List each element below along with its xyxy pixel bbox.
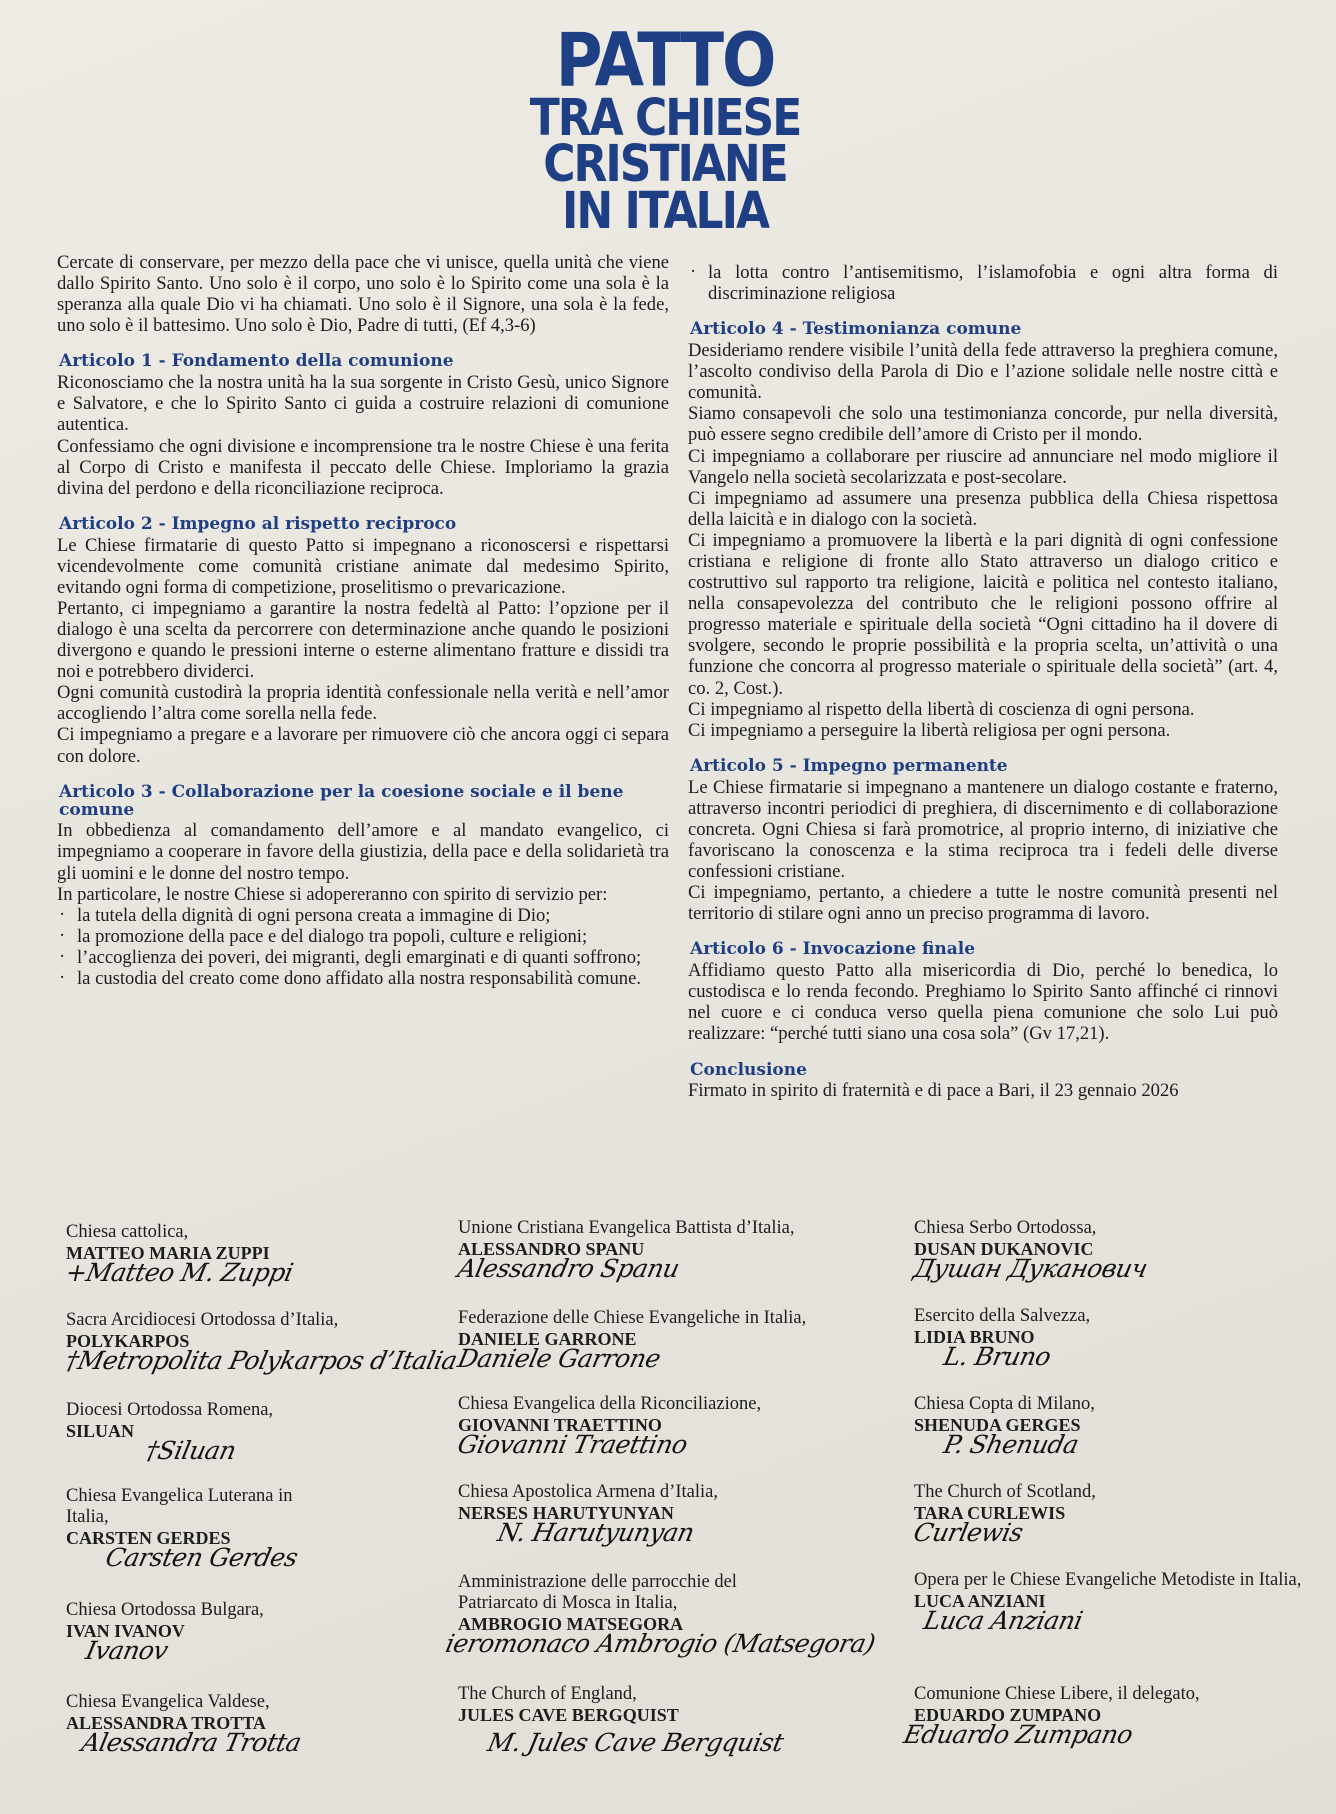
conclusion-text: Firmato in spirito di fraternità e di pace a Bari, il 23 gennaio 2026	[688, 1080, 1179, 1102]
intro-quote: Cercate di conservare, per mezzo della pace che vi unisce, quella unità che viene dallo Spirito Santo. Uno solo è il corpo, uno solo è lo Spirito come una sola è la speranza alla quale Dio vi ha chiamati. Uno solo è il Signore, una sola è la fede, uno solo è il battesimo. Uno solo è Dio, Padre di tutti, (Ef 4,3-6)	[57, 252, 669, 337]
title-line-2: TRA CHIESE	[529, 88, 801, 148]
article-5-paragraph: Le Chiese firmatarie si impegnano a mantenere un dialogo costante e fraterno, attraverso incontri periodici di preghiera, di discernimento e di collaborazione concreta. Ogni Chiesa si farà promotrice, al proprio interno, di iniziative che favoriscano la conoscenza e la stima reciproca tra i fedeli delle diverse confessioni cristiane.	[688, 776, 1278, 883]
handwritten-signature: Daniele Garrone	[455, 1344, 664, 1374]
list-item: · l’accoglienza dei poveri, dei migranti, degli emarginati e di quanti soffrono;	[57, 947, 669, 968]
signatory-block	[914, 1570, 1314, 1635]
list-item: · la tutela della dignità di ogni persona creata a immagine di Dio;	[57, 905, 669, 926]
right-column	[688, 262, 1278, 1101]
article-4-heading: Articolo 4 - Testimonianza comune	[690, 319, 1022, 340]
article-5-heading: Articolo 5 - Impegno permanente	[690, 755, 1008, 776]
article-4-paragraph: Ci impegniamo al rispetto della libertà di coscienza di ogni persona.	[688, 698, 1195, 720]
signatory-block	[458, 1684, 858, 1757]
handwritten-signature: Alessandra Trotta	[79, 1728, 304, 1758]
signatory-name: IVAN IVANOV	[66, 1620, 185, 1641]
signatory-name: SILUAN	[66, 1420, 135, 1441]
handwritten-signature: +Matteo M. Zuppi	[63, 1258, 296, 1288]
title-line-4: IN ITALIA	[562, 181, 768, 241]
signatory-church: The Church of Scotland,	[914, 1482, 1096, 1502]
signatory-block	[63, 1310, 460, 1376]
signatory-name: TARA CURLEWIS	[914, 1502, 1066, 1523]
article-1-paragraph: Riconosciamo che la nostra unità ha la sua sorgente in Cristo Gesù, unico Signore e Salvatore, e che lo Spirito Santo ci guida a costruire relazioni di comunione autentica.	[57, 372, 669, 436]
article-3-paragraph: In obbedienza al comandamento dell’amore e al mandato evangelico, ci impegniamo a cooperare in favore della giustizia, della pace e della solidarietà tra gli uomini e le donne del nostro tempo.	[57, 820, 669, 884]
list-item: · la promozione della pace e del dialogo tra popoli, culture e religioni;	[57, 926, 669, 947]
article-4-paragraph: Desideriamo rendere visibile l’unità della fede attraverso la preghiera comune, l’ascolto condiviso della Parola di Dio e l’azione solidale nelle nostre città e comunità.	[688, 340, 1278, 404]
signatory-block	[455, 1218, 858, 1284]
article-3-heading: Articolo 3 - Collaborazione per la coesione sociale e il bene comune	[59, 781, 624, 820]
signatory-block	[901, 1684, 1314, 1750]
signatory-name: ALESSANDRA TROTTA	[66, 1712, 266, 1733]
handwritten-signature: †Metropolita Polykarpos d’Italia	[63, 1346, 460, 1376]
article-1-heading: Articolo 1 - Fondamento della comunione	[59, 351, 454, 372]
list-item: · la lotta contro l’antisemitismo, l’islamofobia e ogni altra forma di discriminazione religiosa	[688, 262, 1278, 304]
signatory-church: Chiesa Apostolica Armena d’Italia,	[458, 1482, 718, 1502]
handwritten-signature: ieromonaco Ambrogio (Matsegora)	[443, 1629, 878, 1659]
signatory-name: AMBROGIO MATSEGORA	[458, 1613, 684, 1634]
article-2-paragraph: Ci impegniamo a pregare e a lavorare per rimuovere ciò che ancora oggi ci separa con dolore.	[57, 724, 669, 767]
signatory-name: GIOVANNI TRAETTINO	[458, 1414, 662, 1435]
article-3-paragraph: In particolare, le nostre Chiese si adopereranno con spirito di servizio per:	[57, 883, 608, 905]
title-line-3: CRISTIANE	[543, 135, 787, 194]
signatory-block	[66, 1486, 316, 1572]
article-3-list	[57, 905, 669, 989]
handwritten-signature: L. Bruno	[941, 1342, 1054, 1372]
signatory-church: Chiesa Ortodossa Bulgara,	[66, 1600, 264, 1620]
signatory-church: Federazione delle Chiese Evangeliche in Italia,	[458, 1308, 807, 1328]
signatory-name: EDUARDO ZUMPANO	[914, 1704, 1102, 1725]
signatory-block	[911, 1482, 1314, 1548]
handwritten-signature: Ivanov	[83, 1636, 171, 1666]
signatory-name: DUSAN DUKANOVIC	[914, 1238, 1094, 1259]
list-item: · la custodia del creato come dono affidato alla nostra responsabilità comune.	[57, 968, 669, 989]
signatory-name: MATTEO MARIA ZUPPI	[66, 1242, 270, 1263]
signatory-church: Sacra Arcidiocesi Ortodossa d’Italia,	[66, 1310, 339, 1330]
signatory-block	[455, 1308, 858, 1374]
article-4-paragraph: Ci impegniamo a collaborare per riuscire ad annunciare nel modo migliore il Vangelo nella società secolarizzata e post-secolare.	[688, 445, 1278, 488]
signatory-church: Amministrazione delle parrocchie del Patriarcato di Mosca in Italia,	[458, 1572, 737, 1613]
article-2-paragraph: Le Chiese firmatarie di questo Patto si impegnano a riconoscersi e rispettarsi vicendevolmente come comunità cristiane animate dal medesimo Spirito, evitando ogni forma di competizione, proselitismo o prevaricazione.	[57, 534, 669, 598]
signatory-church: Comunione Chiese Libere, il delegato,	[914, 1684, 1200, 1704]
title-line-1: PATTO	[555, 18, 775, 104]
signatory-name: JULES CAVE BERGQUIST	[458, 1704, 679, 1725]
article-4-paragraph: Ci impegniamo a promuovere la libertà e la pari dignità di ogni confessione cristiana e religione di fronte allo Stato attraverso un dialogo critico e costruttivo sul rapporto tra religione, laicità e politica nel contesto italiano, nella consapevolezza del contributo che le religioni possono offrire al progresso materiale e spirituale della società “Ogni cittadino ha il dovere di svolgere, secondo le proprie possibilità e la propria scelta, un’attività o una funzione che concorra al progresso materiale o spirituale della società” (art. 4, co. 2, Cost.).	[688, 529, 1278, 699]
signatory-church: The Church of England,	[458, 1684, 637, 1704]
handwritten-signature: M. Jules Cave Bergquist	[485, 1728, 786, 1758]
signatory-block	[914, 1394, 1314, 1459]
signatory-church: Opera per le Chiese Evangeliche Metodiste in Italia,	[914, 1570, 1302, 1590]
article-2-paragraph: Pertanto, ci impegniamo a garantire la nostra fedeltà al Patto: l’opzione per il dialogo è una scelta da percorrere con determinazione anche quando le posizioni divergono e quando le pressioni interne o esterne alimentano fratture e dissidi tra noi e potrebbero dividerci.	[57, 597, 669, 683]
handwritten-signature: Curlewis	[911, 1518, 1026, 1548]
article-4-paragraph: Ci impegniamo a perseguire la libertà religiosa per ogni persona.	[688, 719, 1171, 741]
signatory-church: Esercito della Salvezza,	[914, 1306, 1091, 1326]
handwritten-signature: Alessandro Spanu	[455, 1254, 682, 1284]
handwritten-signature: Eduardo Zumpano	[901, 1720, 1136, 1750]
signatory-block	[455, 1394, 858, 1460]
signatory-block	[458, 1482, 858, 1547]
article-4-paragraph: Siamo consapevoli che solo una testimonianza concorde, pur nella diversità, può essere segno credibile dell’amore di Cristo per il mondo.	[688, 403, 1278, 446]
article-2-paragraph: Ogni comunità custodirà la propria identità confessionale nella verità e nell’amor accogliendo l’altra come sorella nella fede.	[57, 682, 669, 725]
signatory-name: POLYKARPOS	[66, 1330, 190, 1351]
signatory-church: Unione Cristiana Evangelica Battista d’Italia,	[458, 1218, 795, 1238]
signatory-church: Chiesa Evangelica della Riconciliazione,	[458, 1394, 762, 1414]
signatory-block	[443, 1572, 878, 1659]
signatory-block	[66, 1692, 446, 1757]
signatory-name: DANIELE GARRONE	[458, 1328, 637, 1349]
handwritten-signature: N. Harutyunyan	[495, 1518, 697, 1548]
signatory-name: LIDIA BRUNO	[914, 1326, 1035, 1347]
signatory-church: Diocesi Ortodossa Romena,	[66, 1400, 274, 1420]
document-title	[300, 18, 1030, 241]
signatory-block	[66, 1400, 446, 1465]
signatory-block	[66, 1600, 446, 1665]
signatories-section	[0, 1218, 1336, 1808]
signatory-block	[63, 1222, 446, 1288]
signatory-name: NERSES HARUTYUNYAN	[458, 1502, 674, 1523]
handwritten-signature: Carsten Gerdes	[103, 1543, 301, 1573]
handwritten-signature: P. Shenuda	[941, 1430, 1082, 1460]
article-6-heading: Articolo 6 - Invocazione finale	[690, 939, 976, 960]
signatory-church: Chiesa Serbo Ortodossa,	[914, 1218, 1097, 1238]
left-column	[57, 252, 669, 989]
signatory-church: Chiesa Copta di Milano,	[914, 1394, 1095, 1414]
article-1-paragraph: Confessiamo che ogni divisione e incomprensione tra le nostre Chiese è una ferita al Corpo di Cristo e manifesta il peccato delle Chiese. Imploriamo la grazia divina del perdono e della riconciliazione reciproca.	[57, 435, 669, 499]
handwritten-signature: Giovanni Traettino	[455, 1430, 690, 1460]
signatory-church: Chiesa cattolica,	[66, 1222, 189, 1242]
signatory-name: ALESSANDRO SPANU	[458, 1238, 645, 1259]
handwritten-signature: Luca Anziani	[921, 1606, 1086, 1636]
signatory-block	[914, 1306, 1314, 1371]
handwritten-signature: Душан Дуканович	[911, 1254, 1150, 1284]
conclusion-heading: Conclusione	[690, 1059, 807, 1080]
article-2-heading: Articolo 2 - Impegno al rispetto reciproco	[59, 513, 457, 534]
signatory-name: LUCA ANZIANI	[914, 1590, 1046, 1611]
article-3-list-continued	[688, 262, 1278, 304]
signatory-name: SHENUDA GERGES	[914, 1414, 1081, 1435]
article-5-paragraph: Ci impegniamo, pertanto, a chiedere a tutte le nostre comunità presenti nel territorio di stilare ogni anno un preciso programma di lavoro.	[688, 882, 1278, 925]
article-6-paragraph: Affidiamo questo Patto alla misericordia di Dio, perché lo benedica, lo custodisca e lo renda fecondo. Preghiamo lo Spirito Santo affinché ci rinnovi nel cuore e ci conduca verso quella piena comunione che solo Lui può realizzare: “perché tutti siano una cosa sola” (Gv 17,21).	[688, 960, 1278, 1045]
article-4-paragraph: Ci impegniamo ad assumere una presenza pubblica della Chiesa rispettosa della laicità e in dialogo con la società.	[688, 487, 1278, 530]
handwritten-signature: †Siluan	[143, 1436, 239, 1466]
signatory-church: Chiesa Evangelica Valdese,	[66, 1692, 270, 1712]
signatory-church: Chiesa Evangelica Luterana in Italia,	[66, 1486, 293, 1527]
signatory-block	[911, 1218, 1314, 1284]
signatory-name: CARSTEN GERDES	[66, 1527, 231, 1548]
